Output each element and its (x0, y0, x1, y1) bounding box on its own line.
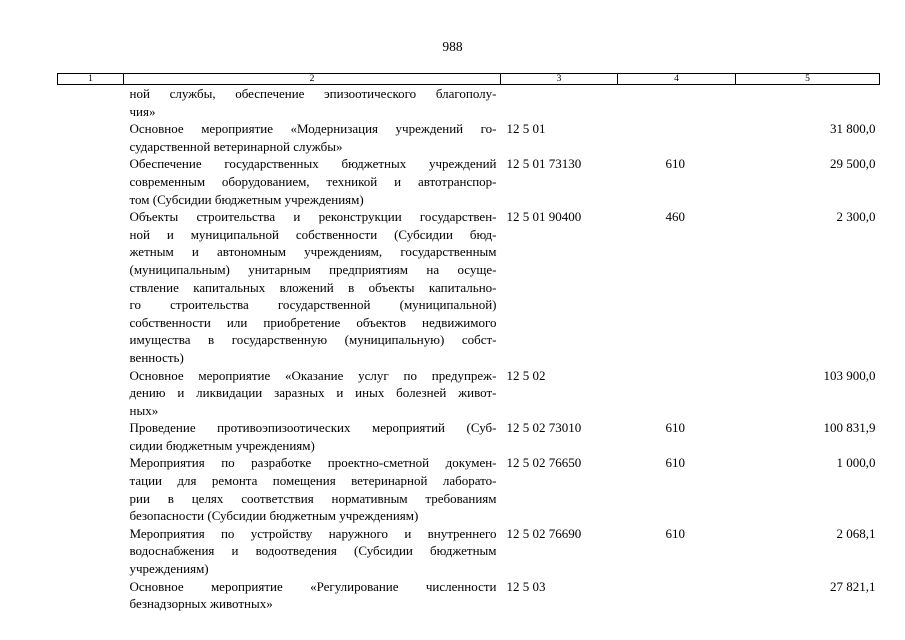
amount-cell: 103 900,0 (823, 367, 876, 383)
amount-cell: 100 831,9 (823, 420, 876, 436)
item-name-cell (124, 85, 501, 121)
expense-type-cell: 460 (665, 209, 685, 225)
page-number: 988 (442, 39, 463, 54)
item-name-cell (124, 454, 501, 524)
budget-code-cell: 12 5 01 73130 (506, 156, 582, 172)
item-name-line: учреждениям) (129, 561, 209, 577)
table-row (58, 155, 880, 208)
expense-type-cell (618, 85, 736, 121)
item-name-line: Мероприятия по разработке проектно-сметной докумен- (129, 455, 497, 471)
row-number-cell (58, 155, 124, 208)
item-name-line: безнадзорных животных» (129, 596, 273, 612)
column-header-2: 2 (124, 74, 501, 85)
expense-type-cell: 610 (665, 156, 685, 172)
expense-type-cell (618, 367, 736, 420)
item-name-line: тации для ремонта помещения ветеринарной лаборато- (129, 473, 497, 489)
item-name-cell (124, 120, 501, 155)
item-name-line: го строительства государственной (муниципальной) (129, 297, 497, 313)
budget-code-cell: 12 5 03 (506, 578, 546, 594)
item-name-line: Основное мероприятие «Регулирование численности (129, 578, 497, 594)
table-row (58, 85, 880, 121)
expense-type-cell: 610 (665, 455, 685, 471)
amount-cell (736, 85, 880, 121)
item-name-line: венность) (129, 349, 184, 365)
row-number-cell (58, 367, 124, 420)
item-name-line: безопасности (Субсидии бюджетным учреждениям) (129, 508, 419, 524)
row-number-cell (58, 208, 124, 366)
item-name-line: имущества в государственную (муниципальную) собст- (129, 332, 497, 348)
table-row (58, 208, 880, 366)
row-number-cell (58, 419, 124, 454)
column-header-5: 5 (736, 74, 880, 85)
row-number-cell (58, 454, 124, 524)
column-header-1: 1 (58, 74, 124, 85)
item-name-cell (124, 208, 501, 366)
amount-cell: 1 000,0 (836, 455, 876, 471)
expense-type-cell (618, 120, 736, 155)
table-row (58, 578, 880, 613)
row-number-cell (58, 525, 124, 578)
table-row (58, 525, 880, 578)
item-name-line: Основное мероприятие «Модернизация учреждений го- (129, 121, 497, 137)
table-row (58, 454, 880, 524)
budget-table (57, 73, 880, 613)
item-name-cell (124, 525, 501, 578)
table-row (58, 367, 880, 420)
header-row (58, 74, 880, 85)
item-name-line: чия» (129, 103, 156, 119)
item-name-line: жетным и автономным учреждениям, государственным (129, 244, 497, 260)
column-header-4: 4 (618, 74, 736, 85)
item-name-line: собственности или приобретение объектов недвижимого (129, 314, 497, 330)
item-name-line: рии в целях соответствия нормативным требованиям (129, 490, 497, 506)
item-name-cell (124, 367, 501, 420)
item-name-cell (124, 419, 501, 454)
item-name-line: водоснабжения и водоотведения (Субсидии бюджетным (129, 543, 497, 559)
item-name-line: ной службы, обеспечение эпизоотического благополу- (129, 86, 497, 101)
table-header (58, 74, 880, 85)
item-name-line: дению и ликвидации заразных и иных болезней живот- (129, 385, 497, 401)
amount-cell: 2 300,0 (836, 209, 876, 225)
row-number-cell (58, 578, 124, 613)
budget-code-cell: 12 5 02 (506, 367, 546, 383)
item-name-line: ной и муниципальной собственности (Субсидии бюд- (129, 226, 497, 242)
amount-cell: 31 800,0 (830, 121, 876, 137)
budget-code-cell: 12 5 01 (506, 121, 546, 137)
item-name-line: Основное мероприятие «Оказание услуг по предупреж- (129, 367, 497, 383)
row-number-cell (58, 120, 124, 155)
item-name-line: Мероприятия по устройству наружного и внутреннего (129, 525, 497, 541)
item-name-cell (124, 155, 501, 208)
expense-type-cell (618, 578, 736, 613)
budget-code-cell: 12 5 02 73010 (506, 420, 582, 436)
table-body (58, 85, 880, 613)
table-row (58, 120, 880, 155)
budget-code-cell (501, 85, 618, 121)
item-name-line: ствление капитальных вложений в объекты капитально- (129, 279, 497, 295)
table-row (58, 419, 880, 454)
budget-code-cell: 12 5 02 76690 (506, 525, 582, 541)
row-number-cell (58, 85, 124, 121)
amount-cell: 29 500,0 (830, 156, 876, 172)
expense-type-cell: 610 (665, 525, 685, 541)
item-name-line: сидии бюджетным учреждениям) (129, 437, 315, 453)
budget-code-cell: 12 5 01 90400 (506, 209, 582, 225)
amount-cell: 27 821,1 (830, 578, 876, 594)
amount-cell: 2 068,1 (836, 525, 876, 541)
item-name-line: Проведение противоэпизоотических мероприятий (Суб- (129, 420, 497, 436)
budget-code-cell: 12 5 02 76650 (506, 455, 582, 471)
item-name-line: Обеспечение государственных бюджетных учреждений (129, 156, 497, 172)
item-name-line: сударственной ветеринарной службы» (129, 138, 343, 154)
item-name-line: современным оборудованием, техникой и автотранспор- (129, 173, 497, 189)
item-name-line: ных» (129, 402, 159, 418)
column-header-3: 3 (501, 74, 618, 85)
expense-type-cell: 610 (665, 420, 685, 436)
item-name-line: Объекты строительства и реконструкции государствен- (129, 209, 497, 225)
item-name-line: (муниципальным) унитарным предприятиям на осуще- (129, 261, 497, 277)
item-name-line: том (Субсидии бюджетным учреждениям) (129, 191, 364, 207)
item-name-cell (124, 578, 501, 613)
